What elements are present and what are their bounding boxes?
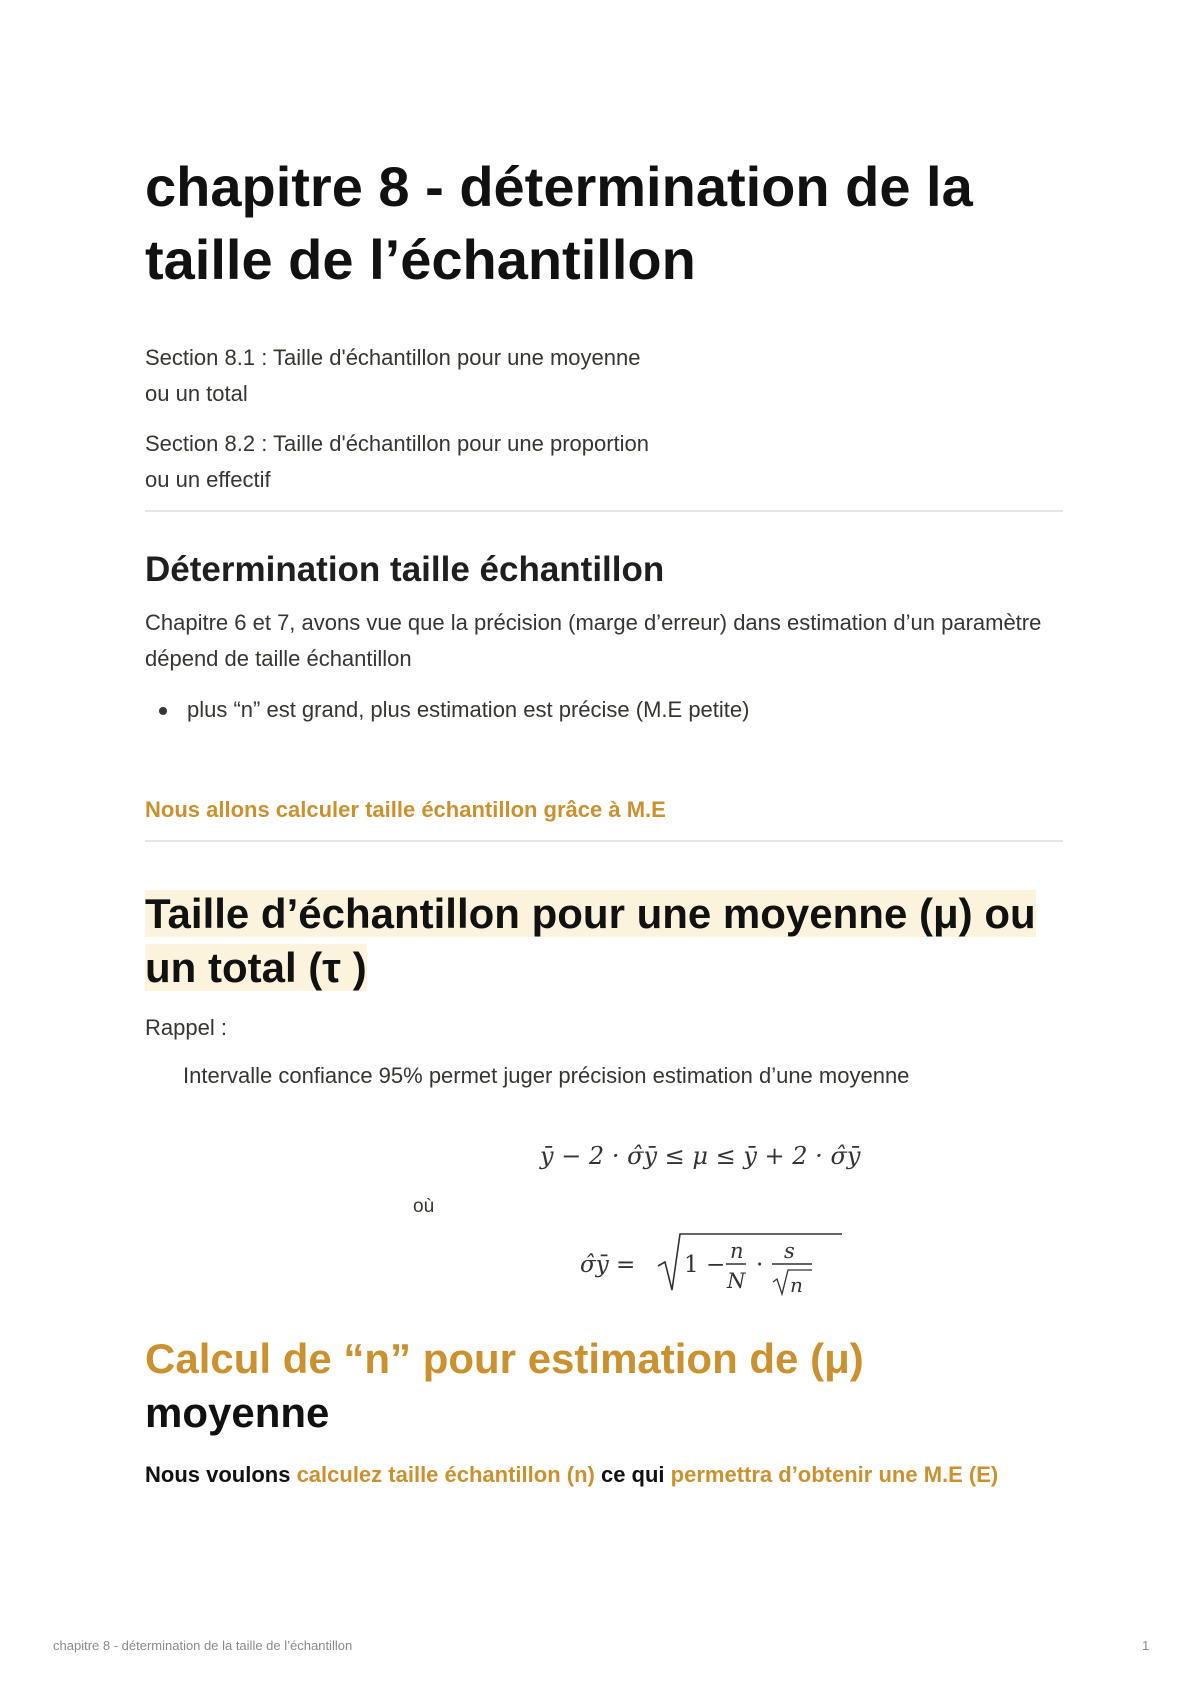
toc-item-8-1[interactable] (145, 340, 745, 412)
divider (145, 510, 1063, 512)
goal-highlight: permettra d’obtenir une M.E (E) (670, 1462, 999, 1487)
toc-item-label-cont: ou un total (145, 381, 248, 406)
highlighted-heading (145, 887, 1063, 995)
toc-item-label: Section 8.1 : Taille d'échantillon pour une moyenne (145, 345, 641, 370)
formula-confidence-interval: ȳ − 2 · σ̂ȳ ≤ μ ≤ ȳ + 2 · σ̂ȳ (540, 1142, 861, 1170)
indented-text: Intervalle confiance 95% permet juger précision estimation d’une moyenne (183, 1063, 910, 1088)
divider (145, 840, 1063, 842)
goal-statement (145, 1456, 1063, 1494)
calc-heading-dark: moyenne (145, 1389, 330, 1436)
calc-heading-gold: Calcul de “n” pour estimation de (μ) (145, 1335, 864, 1382)
formula-n: n (730, 1239, 744, 1263)
toc-item-8-2[interactable] (145, 426, 745, 498)
goal-text: Nous voulons (145, 1462, 297, 1487)
list-item (159, 692, 749, 728)
heading-highlight: Taille d’échantillon pour une moyenne (μ) ou un total (τ ) (145, 890, 1036, 991)
formula-lhs: σ̂ȳ = (580, 1252, 636, 1278)
toc-item-label-cont: ou un effectif (145, 467, 271, 492)
calc-heading (145, 1332, 1063, 1440)
list-item-text: plus “n” est grand, plus estimation est précise (M.E petite) (187, 697, 750, 722)
formula-sqrt-n: n (790, 1273, 803, 1297)
rappel-label: Rappel : (145, 1015, 227, 1040)
goal-highlight: calculez taille échantillon (n) (296, 1462, 595, 1487)
formula-sigma-hat (580, 1222, 950, 1302)
ou-label: où (413, 1196, 435, 1217)
formula-one-minus: 1 − (684, 1252, 726, 1278)
goal-text: ce qui (594, 1462, 671, 1487)
formula-sigma-svg (580, 1222, 950, 1302)
formula-dot: · (756, 1252, 764, 1278)
formula-s: s (784, 1239, 795, 1263)
footer-title: chapitre 8 - détermination de la taille de l’échantillon (53, 1638, 353, 1653)
page-title: chapitre 8 - détermination de la taille de l’échantillon (145, 155, 973, 291)
formula-N: N (727, 1269, 746, 1293)
bullet-icon (159, 707, 167, 715)
toc-item-label: Section 8.2 : Taille d'échantillon pour une proportion (145, 431, 650, 456)
section-heading: Détermination taille échantillon (145, 550, 665, 589)
page-number: 1 (1142, 1638, 1150, 1653)
paragraph: Chapitre 6 et 7, avons vue que la précision (marge d’erreur) dans estimation d’un paramètre dépend de taille échantillon (145, 610, 1042, 671)
callout-text: Nous allons calculer taille échantillon grâce à M.E (145, 797, 666, 822)
